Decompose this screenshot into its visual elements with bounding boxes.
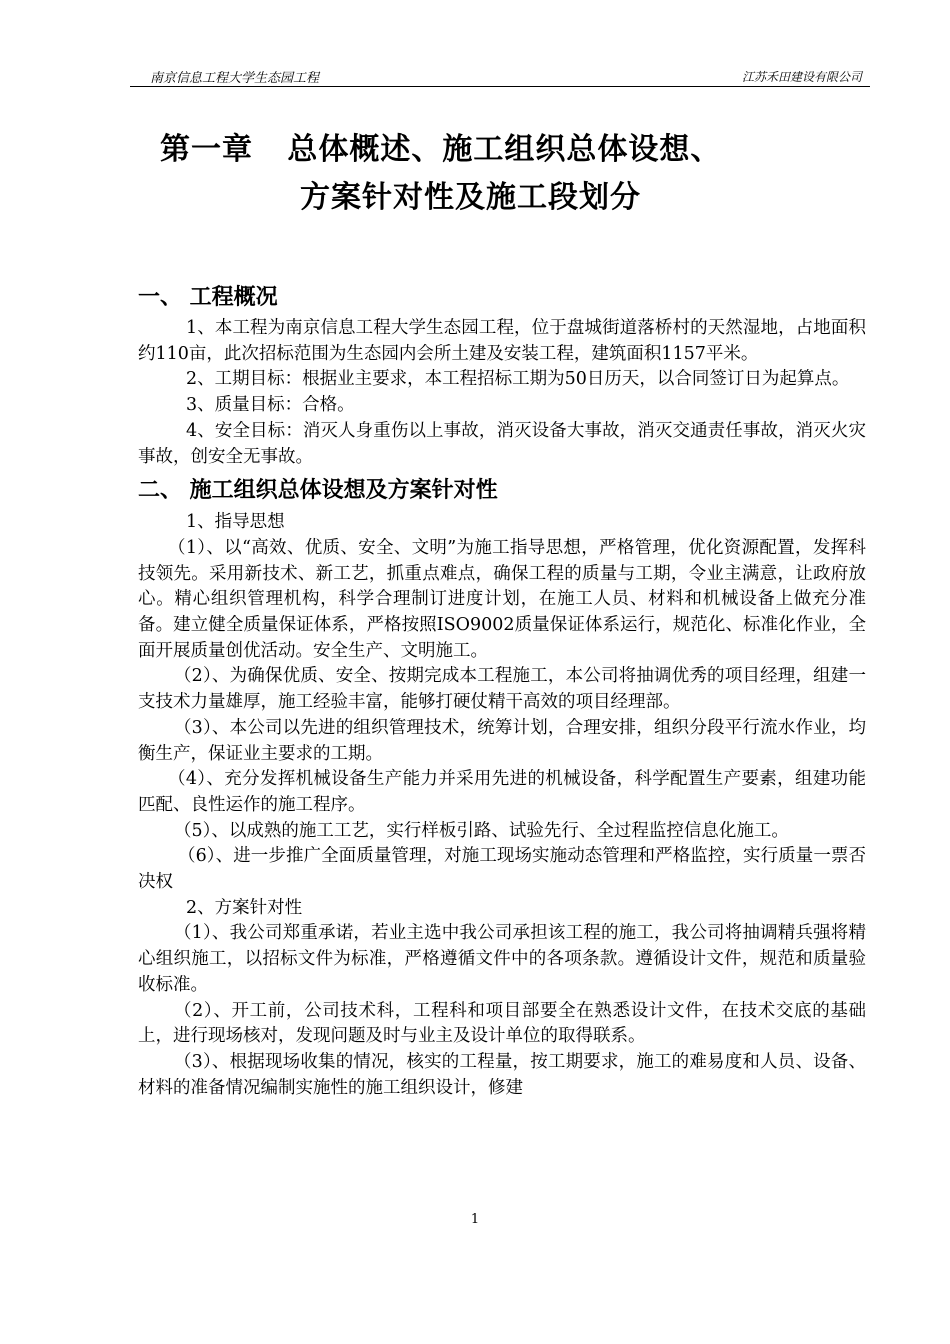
- header-project-name: 南京信息工程大学生态园工程: [150, 71, 320, 86]
- chapter-title-line-1: 第一章 总体概述、施工组织总体设想、: [160, 132, 722, 167]
- paragraph: （6）、进一步推广全面质量管理，对施工现场实施动态管理和严格监控，实行质量一票否决权: [138, 846, 866, 893]
- chapter-title-line-2: 方案针对性及施工段划分: [300, 180, 641, 215]
- section-heading-overview: 一、 工程概况: [138, 285, 278, 310]
- header-company-name: 江苏禾田建设有限公司: [741, 70, 862, 84]
- paragraph: 2、工期目标：根据业主要求，本工程招标工期为50日历天，以合同签订日为起算点。: [186, 369, 850, 390]
- page-header: [130, 66, 870, 87]
- paragraph: （2）、开工前，公司技术科，工程科和项目部要全在熟悉设计文件，在技术交底的基础上，进行现场核对，发现问题及时与业主及设计单位的取得联系。: [138, 1000, 866, 1047]
- paragraph: （3）、本公司以先进的组织管理技术，统筹计划，合理安排，组织分段平行流水作业，均衡生产，保证业主要求的工期。: [138, 717, 866, 764]
- paragraph: 4、安全目标：消灭人身重伤以上事故，消灭设备大事故，消灭交通责任事故，消灭火灾事故，创安全无事故。: [138, 420, 866, 467]
- subheading-plan-pertinence: 2、方案针对性: [186, 897, 303, 918]
- paragraph: （3）、根据现场收集的情况，核实的工程量，按工期要求，施工的难易度和人员、设备、材料的准备情况编制实施性的施工组织设计，修建: [138, 1051, 866, 1098]
- paragraph: （1）、我公司郑重承诺，若业主选中我公司承担该工程的施工，我公司将抽调精兵强将精心组织施工，以招标文件为标准，严格遵循文件中的各项条款。遵循设计文件，规范和质量验收标准。: [138, 923, 866, 995]
- section-heading-organization: 二、 施工组织总体设想及方案针对性: [138, 478, 498, 504]
- paragraph: （5）、以成熟的施工工艺，实行样板引路、试验先行、全过程监控信息化施工。: [174, 820, 789, 841]
- page-number: 1: [470, 1212, 480, 1227]
- paragraph: 3、质量目标：合格。: [186, 395, 355, 416]
- document-body: [138, 316, 866, 1101]
- paragraph: （4）、充分发挥机械设备生产能力并采用先进的机械设备，科学配置生产要素，组建功能匹配、良性运作的施工程序。: [138, 769, 866, 815]
- paragraph: （1）、以“高效、优质、安全、文明”为施工指导思想，严格管理，优化资源配置，发挥科技领先。采用新技术、新工艺，抓重点难点，确保工程的质量与工期，令业主满意，让政府放心。精心组织管理机构，科学合理制订进度计划，在施工人员、材料和机械设备上做充分准备。建立健全质量保证体系，严格按照ISO9002质量保证体系运行，规范化、标准化作业，全面开展质量创优活动。安全生产、文明施工。: [138, 537, 866, 661]
- paragraph: （2）、为确保优质、安全、按期完成本工程施工，本公司将抽调优秀的项目经理，组建一支技术力量雄厚，施工经验丰富，能够打硬仗精干高效的项目经理部。: [138, 666, 866, 713]
- paragraph: 1、本工程为南京信息工程大学生态园工程，位于盘城街道落桥村的天然湿地，占地面积约110亩，此次招标范围为生态园内会所土建及安装工程，建筑面积1157平米。: [138, 318, 866, 364]
- subheading-guiding-thought: 1、指导思想: [186, 512, 285, 533]
